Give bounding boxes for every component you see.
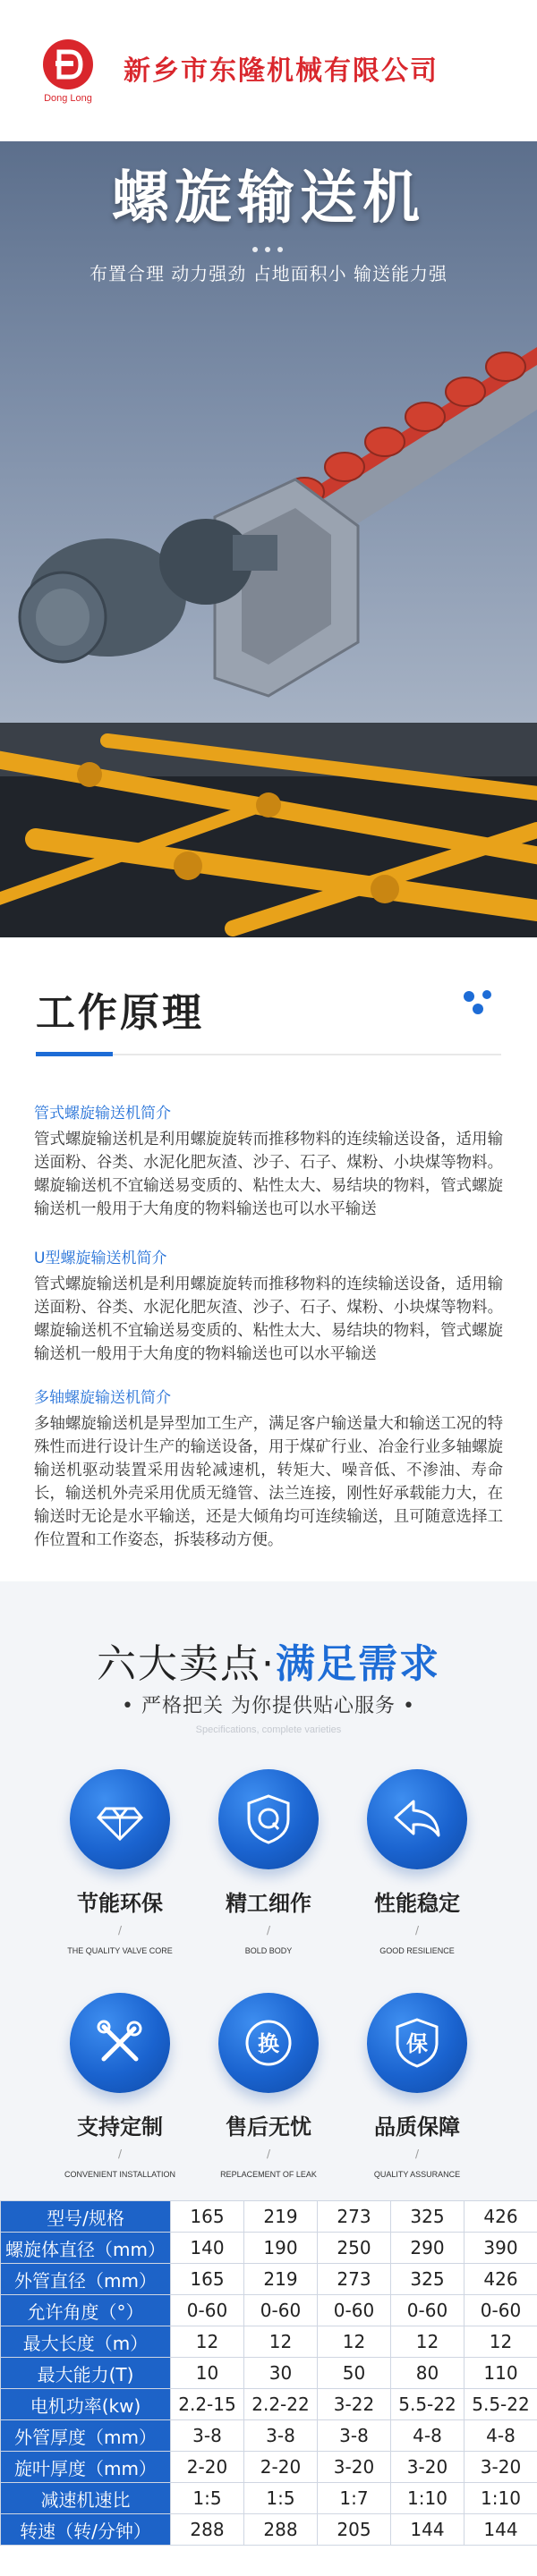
table-row [1, 2514, 537, 2546]
spec-label-cell: 电机功率(kw) [1, 2389, 171, 2420]
spec-label-cell: 转速（转/分钟） [1, 2514, 171, 2546]
spec-value-cell: 144 [465, 2514, 537, 2546]
spec-value-cell: 0-60 [171, 2295, 244, 2326]
selling-point-item [206, 1769, 331, 1956]
spec-table-section [0, 2200, 537, 2576]
return-arrow-icon [367, 1769, 467, 1869]
guarantee-shield-icon [367, 1993, 467, 2093]
exchange-glyph: 换 [258, 2031, 279, 2056]
hero-subtitle: 布置合理 动力强劲 占地面积小 输送能力强 [89, 263, 448, 284]
spec-value-cell: 12 [391, 2326, 465, 2358]
spec-label-cell: 旋叶厚度（mm） [1, 2452, 171, 2483]
spec-value-cell: 1:5 [244, 2483, 318, 2514]
selling-points-section [0, 1581, 537, 2200]
separator: / [117, 1924, 123, 1936]
selling-point-en: GOOD RESILIENCE [379, 1946, 455, 1955]
spec-label-cell: 最大长度（m） [1, 2326, 171, 2358]
table-row [1, 2233, 537, 2264]
spec-value-cell: 205 [318, 2514, 391, 2546]
spec-value-cell: 3-8 [171, 2420, 244, 2452]
page-header [0, 0, 537, 141]
spec-label-cell: 外管直径（mm） [1, 2264, 171, 2295]
intro-text: 管式螺旋输送机是利用螺旋旋转而推移物料的连续输送设备，适用输送面粉、谷类、水泥化肥灰渣、沙子、石子、煤粉、小块煤等物料。螺旋输送机不宜输送易变质的、粘性太大、易结块的物料，管式螺旋输送机一般用于大角度的物料输送也可以水平输送 [34, 1131, 503, 1218]
spec-value-cell: 12 [244, 2326, 318, 2358]
intro-text: 多轴螺旋输送机是异型加工生产，满足客户输送量大和输送工况的特殊性而进行设计生产的输送设备，用于煤矿行业、冶金行业多轴螺旋输送机驱动装置采用齿轮减速机，转矩大、噪音低、不渗油、寿命长，输送机外壳采用优质无缝管、法兰连接，刚性好承载能力大，在输送时无论是水平输送，还是大倾角均可连续输送，且可随意选择工作位置和工作姿态，拆装移动方便。 [34, 1415, 503, 1549]
spec-value-cell: 2.2-15 [171, 2389, 244, 2420]
yellow-conveyors-photo [0, 723, 537, 937]
selling-points-subtitle-en: Specifications, complete varieties [195, 1724, 342, 1735]
table-row [1, 2295, 537, 2326]
spec-value-cell: 12 [318, 2326, 391, 2358]
spec-value-cell: 3-20 [391, 2452, 465, 2483]
selling-point-label: 售后无忧 [226, 2114, 311, 2140]
spec-value-cell: 2.2-22 [244, 2389, 318, 2420]
title-divider-accent [36, 1052, 113, 1056]
spec-value-cell: 0-60 [318, 2295, 391, 2326]
spec-value-cell: 0-60 [391, 2295, 465, 2326]
company-name: 新乡市东隆机械有限公司 [124, 55, 439, 87]
table-row [1, 2483, 537, 2514]
table-row [1, 2358, 537, 2389]
table-row [1, 2264, 537, 2295]
table-row [1, 2452, 537, 2483]
decorative-dots-icon [462, 989, 498, 1016]
spec-value-cell: 219 [244, 2264, 318, 2295]
spec-value-cell: 3-8 [244, 2420, 318, 2452]
intro-block-u-type [34, 1245, 503, 1366]
spec-value-cell: 1:10 [391, 2483, 465, 2514]
hero-banner [0, 141, 537, 723]
spec-value-cell: 5.5-22 [391, 2389, 465, 2420]
selling-points-title [0, 1631, 537, 1689]
section-title: 工作原理 [36, 990, 204, 1036]
selling-point-label: 节能环保 [77, 1891, 163, 1916]
intro-heading: U型螺旋输送机简介 [34, 1250, 167, 1267]
tools-icon [70, 1993, 170, 2093]
selling-point-item [354, 1769, 480, 1956]
selling-point-en: THE QUALITY VALVE CORE [67, 1946, 173, 1955]
selling-point-en: QUALITY ASSURANCE [373, 2170, 461, 2179]
spec-label-cell: 型号/规格 [1, 2201, 171, 2233]
spec-value-cell: 390 [465, 2233, 537, 2264]
selling-point-item [57, 1769, 183, 1956]
spec-label-cell: 减速机速比 [1, 2483, 171, 2514]
spec-value-cell: 1:10 [465, 2483, 537, 2514]
spec-value-cell: 290 [391, 2233, 465, 2264]
selling-point-label: 品质保障 [374, 2114, 460, 2140]
spec-value-cell: 3-8 [318, 2420, 391, 2452]
intro-heading: 多轴螺旋输送机简介 [34, 1389, 171, 1407]
spec-value-cell: 1:5 [171, 2483, 244, 2514]
spec-value-cell: 50 [318, 2358, 391, 2389]
selling-point-en: REPLACEMENT OF LEAK [220, 2170, 317, 2179]
selling-point-label: 精工细作 [226, 1891, 311, 1916]
spec-value-cell: 190 [244, 2233, 318, 2264]
intro-block-multi-shaft [34, 1385, 503, 1552]
logo-text: Dong Long [44, 93, 92, 104]
selling-point-item [57, 1993, 183, 2180]
company-logo [43, 39, 93, 89]
spec-value-cell: 2-20 [171, 2452, 244, 2483]
spec-table [0, 2200, 537, 2546]
spec-value-cell: 3-22 [318, 2389, 391, 2420]
spec-value-cell: 12 [465, 2326, 537, 2358]
title-accent: 满足需求 [276, 1641, 440, 1687]
quality-shield-icon [218, 1769, 319, 1869]
spec-value-cell: 4-8 [465, 2420, 537, 2452]
spec-label-cell: 螺旋体直径（mm） [1, 2233, 171, 2264]
spec-value-cell: 273 [318, 2201, 391, 2233]
selling-point-label: 性能稳定 [374, 1891, 460, 1916]
spec-value-cell: 3-20 [318, 2452, 391, 2483]
spec-value-cell: 10 [171, 2358, 244, 2389]
spec-value-cell: 325 [391, 2264, 465, 2295]
spec-value-cell: 165 [171, 2264, 244, 2295]
spec-value-cell: 0-60 [244, 2295, 318, 2326]
spec-value-cell: 80 [391, 2358, 465, 2389]
spec-label-cell: 外管厚度（mm） [1, 2420, 171, 2452]
selling-point-en: CONVENIENT INSTALLATION [64, 2170, 176, 2179]
selling-points-subtitle: • 严格把关 为你提供贴心服务 • [122, 1695, 415, 1717]
spec-value-cell: 0-60 [465, 2295, 537, 2326]
hero-title: 螺旋输送机 [112, 165, 425, 232]
spec-value-cell: 110 [465, 2358, 537, 2389]
spec-value-cell: 5.5-22 [465, 2389, 537, 2420]
logo-mark-icon [43, 39, 93, 89]
spec-value-cell: 12 [171, 2326, 244, 2358]
spec-value-cell: 1:7 [318, 2483, 391, 2514]
spec-value-cell: 165 [171, 2201, 244, 2233]
diamond-icon [70, 1769, 170, 1869]
separator: / [266, 1924, 271, 1936]
spec-value-cell: 144 [391, 2514, 465, 2546]
separator: / [414, 2148, 420, 2160]
spec-value-cell: 288 [171, 2514, 244, 2546]
spec-value-cell: 426 [465, 2264, 537, 2295]
title-plain: 六大卖点· [97, 1641, 276, 1687]
spec-value-cell: 426 [465, 2201, 537, 2233]
selling-point-label: 支持定制 [77, 2114, 163, 2140]
spec-value-cell: 325 [391, 2201, 465, 2233]
separator: / [117, 2148, 123, 2160]
table-row [1, 2201, 537, 2233]
exchange-icon [218, 1993, 319, 2093]
hero-dots [252, 247, 283, 252]
guarantee-glyph: 保 [406, 2031, 428, 2056]
table-row [1, 2389, 537, 2420]
spec-value-cell: 219 [244, 2201, 318, 2233]
spec-value-cell: 140 [171, 2233, 244, 2264]
selling-point-item [206, 1993, 331, 2180]
spec-value-cell: 2-20 [244, 2452, 318, 2483]
intro-heading: 管式螺旋输送机简介 [34, 1105, 171, 1123]
intro-text: 管式螺旋输送机是利用螺旋旋转而推移物料的连续输送设备，适用输送面粉、谷类、水泥化肥灰渣、沙子、石子、煤粉、小块煤等物料。螺旋输送机不宜输送易变质的、粘性太大、易结块的物料，管式螺旋输送机一般用于大角度的物料输送也可以水平输送 [34, 1275, 503, 1363]
spec-value-cell: 4-8 [391, 2420, 465, 2452]
spec-label-cell: 允许角度（°） [1, 2295, 171, 2326]
spec-value-cell: 3-20 [465, 2452, 537, 2483]
selling-point-item [354, 1993, 480, 2180]
separator: / [266, 2148, 271, 2160]
spec-value-cell: 288 [244, 2514, 318, 2546]
spec-value-cell: 250 [318, 2233, 391, 2264]
table-row [1, 2420, 537, 2452]
spec-label-cell: 最大能力(T) [1, 2358, 171, 2389]
table-row [1, 2326, 537, 2358]
selling-point-en: BOLD BODY [244, 1946, 293, 1955]
spec-value-cell: 273 [318, 2264, 391, 2295]
working-principle-section [0, 937, 537, 1581]
spec-value-cell: 30 [244, 2358, 318, 2389]
product-photo [0, 723, 537, 937]
intro-block-tube [34, 1100, 503, 1221]
separator: / [414, 1924, 420, 1936]
